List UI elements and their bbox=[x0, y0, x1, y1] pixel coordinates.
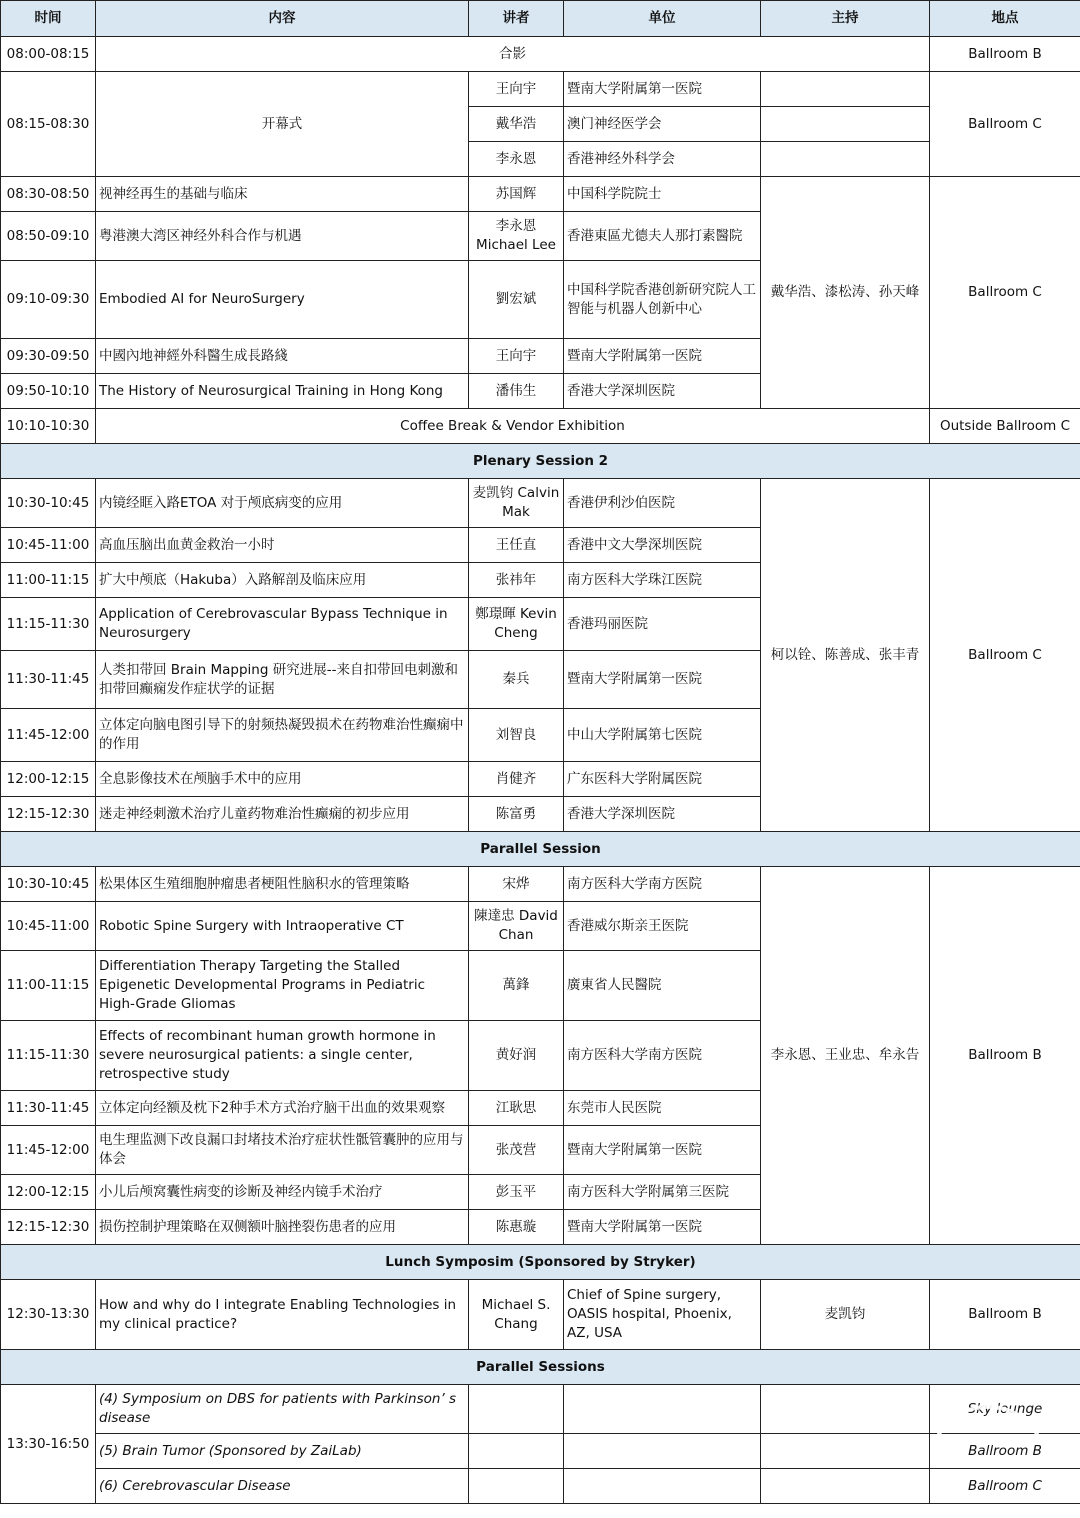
speaker-cell: 陈惠璇 bbox=[469, 1210, 564, 1245]
time-cell: 13:30-16:50 bbox=[1, 1385, 96, 1504]
topic-cell: How and why do I integrate Enabling Technologies in my clinical practice? bbox=[96, 1280, 469, 1350]
topic-cell: 扩大中颅底（Hakuba）入路解剖及临床应用 bbox=[96, 563, 469, 598]
speaker-cell: 陳達忠 David Chan bbox=[469, 902, 564, 951]
topic-cell: 立体定向脑电图引导下的射频热凝毁损术在药物难治性癫痫中的作用 bbox=[96, 709, 469, 762]
unit-cell: 廣東省人民醫院 bbox=[564, 951, 761, 1021]
time-cell: 10:30-10:45 bbox=[1, 479, 96, 528]
table-row bbox=[1, 479, 1080, 528]
section-header bbox=[1, 1350, 1080, 1385]
host-cell: 麦凯钧 bbox=[761, 1280, 930, 1350]
speaker-cell: 萬鋒 bbox=[469, 951, 564, 1021]
content-cell: 开幕式 bbox=[96, 72, 469, 177]
time-cell: 12:00-12:15 bbox=[1, 1175, 96, 1210]
header-time: 时间 bbox=[1, 1, 96, 37]
unit-cell: 南方医科大学附属第三医院 bbox=[564, 1175, 761, 1210]
time-cell: 11:00-11:15 bbox=[1, 563, 96, 598]
topic-cell: Differentiation Therapy Targeting the Stalled Epigenetic Developmental Programs in Pediatric High-Grade Gliomas bbox=[96, 951, 469, 1021]
time-cell: 10:10-10:30 bbox=[1, 409, 96, 444]
unit-cell: 东莞市人民医院 bbox=[564, 1091, 761, 1126]
speaker-cell: 戴华浩 bbox=[469, 107, 564, 142]
unit-cell: 暨南大学附属第一医院 bbox=[564, 1210, 761, 1245]
host-cell: 李永恩、王业忠、牟永告 bbox=[761, 867, 930, 1245]
host-cell bbox=[761, 1385, 930, 1434]
time-cell: 11:30-11:45 bbox=[1, 1091, 96, 1126]
header-content: 内容 bbox=[96, 1, 469, 37]
unit-cell bbox=[564, 1434, 761, 1469]
venue-cell: Ballroom C bbox=[930, 479, 1080, 832]
time-cell: 12:15-12:30 bbox=[1, 1210, 96, 1245]
unit-cell: 澳门神经医学会 bbox=[564, 107, 761, 142]
unit-cell: 中国科学院院士 bbox=[564, 177, 761, 212]
speaker-cell: 鄭璟暉 Kevin Cheng bbox=[469, 598, 564, 651]
topic-cell: (4) Symposium on DBS for patients with Parkinson’ s disease bbox=[96, 1385, 469, 1434]
unit-cell: Chief of Spine surgery, OASIS hospital, Phoenix, AZ, USA bbox=[564, 1280, 761, 1350]
time-cell: 10:45-11:00 bbox=[1, 528, 96, 563]
topic-cell: The History of Neurosurgical Training in Hong Kong bbox=[96, 374, 469, 409]
speaker-cell bbox=[469, 1469, 564, 1504]
unit-cell: 中山大学附属第七医院 bbox=[564, 709, 761, 762]
topic-cell: Effects of recombinant human growth hormone in severe neurosurgical patients: a single center, retrospective study bbox=[96, 1021, 469, 1091]
unit-cell: 香港威尔斯亲王医院 bbox=[564, 902, 761, 951]
speaker-cell: 彭玉平 bbox=[469, 1175, 564, 1210]
section-title: Lunch Symposim (Sponsored by Stryker) bbox=[1, 1245, 1080, 1280]
topic-cell: 粤港澳大湾区神经外科合作与机遇 bbox=[96, 212, 469, 261]
time-cell: 08:50-09:10 bbox=[1, 212, 96, 261]
topic-cell: 人类扣带回 Brain Mapping 研究进展--来自扣带回电刺激和扣带回癫痫发作症状学的证据 bbox=[96, 651, 469, 709]
time-cell: 11:30-11:45 bbox=[1, 651, 96, 709]
topic-cell: 中國內地神經外科醫生成長路綫 bbox=[96, 339, 469, 374]
host-cell: 柯以铨、陈善成、张丰青 bbox=[761, 479, 930, 832]
speaker-cell: 江耿思 bbox=[469, 1091, 564, 1126]
speaker-cell: 李永恩 Michael Lee bbox=[469, 212, 564, 261]
time-cell: 11:00-11:15 bbox=[1, 951, 96, 1021]
topic-cell: 内镜经眶入路ETOA 对于颅底病变的应用 bbox=[96, 479, 469, 528]
time-cell: 08:30-08:50 bbox=[1, 177, 96, 212]
topic-cell: 损伤控制护理策略在双侧额叶脑挫裂伤患者的应用 bbox=[96, 1210, 469, 1245]
speaker-cell: 李永恩 bbox=[469, 142, 564, 177]
time-cell: 09:50-10:10 bbox=[1, 374, 96, 409]
time-cell: 09:30-09:50 bbox=[1, 339, 96, 374]
header-host: 主持 bbox=[761, 1, 930, 37]
time-cell: 11:45-12:00 bbox=[1, 1126, 96, 1175]
time-cell: 08:00-08:15 bbox=[1, 37, 96, 72]
host-cell bbox=[761, 1469, 930, 1504]
venue-cell: Ballroom B bbox=[930, 1434, 1080, 1469]
time-cell: 09:10-09:30 bbox=[1, 261, 96, 339]
unit-cell: 南方医科大学南方医院 bbox=[564, 1021, 761, 1091]
topic-cell: 视神经再生的基础与临床 bbox=[96, 177, 469, 212]
host-cell bbox=[761, 1434, 930, 1469]
table-row bbox=[1, 1469, 1080, 1504]
time-cell: 12:15-12:30 bbox=[1, 797, 96, 832]
speaker-cell: 刘智良 bbox=[469, 709, 564, 762]
content-cell: 合影 bbox=[96, 37, 930, 72]
unit-cell: 香港中文大學深圳医院 bbox=[564, 528, 761, 563]
venue-cell: Ballroom C bbox=[930, 1469, 1080, 1504]
header-row bbox=[1, 1, 1080, 37]
host-cell: 戴华浩、漆松涛、孙天峰 bbox=[761, 177, 930, 409]
speaker-cell: 肖健齐 bbox=[469, 762, 564, 797]
header-unit: 单位 bbox=[564, 1, 761, 37]
speaker-cell: 王任直 bbox=[469, 528, 564, 563]
speaker-cell: 陈富勇 bbox=[469, 797, 564, 832]
speaker-cell: 劉宏斌 bbox=[469, 261, 564, 339]
table-row bbox=[1, 1385, 1080, 1434]
unit-cell: 香港東區尤德夫人那打素醫院 bbox=[564, 212, 761, 261]
section-header bbox=[1, 444, 1080, 479]
speaker-cell: 秦兵 bbox=[469, 651, 564, 709]
topic-cell: 松果体区生殖细胞肿瘤患者梗阻性脑积水的管理策略 bbox=[96, 867, 469, 902]
topic-cell: Robotic Spine Surgery with Intraoperative CT bbox=[96, 902, 469, 951]
time-cell: 10:45-11:00 bbox=[1, 902, 96, 951]
header-speaker: 讲者 bbox=[469, 1, 564, 37]
venue-cell: Ballroom C bbox=[930, 177, 1080, 409]
time-cell: 11:15-11:30 bbox=[1, 598, 96, 651]
unit-cell: 广东医科大学附属医院 bbox=[564, 762, 761, 797]
topic-cell: 迷走神经刺激术治疗儿童药物难治性癫痫的初步应用 bbox=[96, 797, 469, 832]
unit-cell: 南方医科大学珠江医院 bbox=[564, 563, 761, 598]
venue-cell: Outside Ballroom C bbox=[930, 409, 1080, 444]
speaker-cell: 黄好润 bbox=[469, 1021, 564, 1091]
host-cell bbox=[761, 107, 930, 142]
section-header bbox=[1, 832, 1080, 867]
unit-cell: 香港伊利沙伯医院 bbox=[564, 479, 761, 528]
topic-cell: (6) Cerebrovascular Disease bbox=[96, 1469, 469, 1504]
venue-cell: Ballroom B bbox=[930, 867, 1080, 1245]
topic-cell: Application of Cerebrovascular Bypass Technique in Neurosurgery bbox=[96, 598, 469, 651]
unit-cell: 中国科学院香港创新研究院人工智能与机器人创新中心 bbox=[564, 261, 761, 339]
topic-cell: Embodied AI for NeuroSurgery bbox=[96, 261, 469, 339]
time-cell: 12:30-13:30 bbox=[1, 1280, 96, 1350]
time-cell: 11:45-12:00 bbox=[1, 709, 96, 762]
host-cell bbox=[761, 142, 930, 177]
section-title: Parallel Sessions bbox=[1, 1350, 1080, 1385]
header-venue: 地点 bbox=[930, 1, 1080, 37]
unit-cell bbox=[564, 1469, 761, 1504]
table-row bbox=[1, 409, 1080, 444]
speaker-cell: 潘伟生 bbox=[469, 374, 564, 409]
venue-cell: Ballroom C bbox=[930, 72, 1080, 177]
topic-cell: 全息影像技术在颅脑手术中的应用 bbox=[96, 762, 469, 797]
time-cell: 12:00-12:15 bbox=[1, 762, 96, 797]
topic-cell: 电生理监测下改良漏口封堵技术治疗症状性骶管囊肿的应用与体会 bbox=[96, 1126, 469, 1175]
unit-cell: 暨南大学附属第一医院 bbox=[564, 1126, 761, 1175]
unit-cell: 暨南大学附属第一医院 bbox=[564, 339, 761, 374]
unit-cell: 南方医科大学南方医院 bbox=[564, 867, 761, 902]
topic-cell: 高血压脑出血黄金救治一小时 bbox=[96, 528, 469, 563]
speaker-cell: 张祎年 bbox=[469, 563, 564, 598]
time-cell: 08:15-08:30 bbox=[1, 72, 96, 177]
section-title: Plenary Session 2 bbox=[1, 444, 1080, 479]
table-row bbox=[1, 37, 1080, 72]
host-cell bbox=[761, 72, 930, 107]
unit-cell bbox=[564, 1385, 761, 1434]
content-cell: Coffee Break & Vendor Exhibition bbox=[96, 409, 930, 444]
section-title: Parallel Session bbox=[1, 832, 1080, 867]
unit-cell: 暨南大学附属第一医院 bbox=[564, 651, 761, 709]
unit-cell: 香港玛丽医院 bbox=[564, 598, 761, 651]
table-row bbox=[1, 1280, 1080, 1350]
speaker-cell bbox=[469, 1385, 564, 1434]
speaker-cell: 王向宇 bbox=[469, 72, 564, 107]
table-row bbox=[1, 72, 1080, 107]
speaker-cell: 苏国辉 bbox=[469, 177, 564, 212]
unit-cell: 香港大学深圳医院 bbox=[564, 374, 761, 409]
speaker-cell: Michael S. Chang bbox=[469, 1280, 564, 1350]
table-row bbox=[1, 867, 1080, 902]
unit-cell: 香港神经外科学会 bbox=[564, 142, 761, 177]
speaker-cell: 王向宇 bbox=[469, 339, 564, 374]
topic-cell: (5) Brain Tumor (Sponsored by ZaiLab) bbox=[96, 1434, 469, 1469]
speaker-cell: 张茂营 bbox=[469, 1126, 564, 1175]
unit-cell: 暨南大学附属第一医院 bbox=[564, 72, 761, 107]
speaker-cell: 宋烨 bbox=[469, 867, 564, 902]
table-row bbox=[1, 1434, 1080, 1469]
venue-cell: Ballroom B bbox=[930, 37, 1080, 72]
table-row bbox=[1, 177, 1080, 212]
venue-cell: Ballroom B bbox=[930, 1280, 1080, 1350]
time-cell: 11:15-11:30 bbox=[1, 1021, 96, 1091]
unit-cell: 香港大学深圳医院 bbox=[564, 797, 761, 832]
time-cell: 10:30-10:45 bbox=[1, 867, 96, 902]
topic-cell: 立体定向经额及枕下2种手术方式治疗脑干出血的效果观察 bbox=[96, 1091, 469, 1126]
speaker-cell: 麦凯钧 Calvin Mak bbox=[469, 479, 564, 528]
section-header bbox=[1, 1245, 1080, 1280]
topic-cell: 小儿后颅窝囊性病变的诊断及神经内镜手术治疗 bbox=[96, 1175, 469, 1210]
speaker-cell bbox=[469, 1434, 564, 1469]
venue-cell: Sky lounge bbox=[930, 1385, 1080, 1434]
